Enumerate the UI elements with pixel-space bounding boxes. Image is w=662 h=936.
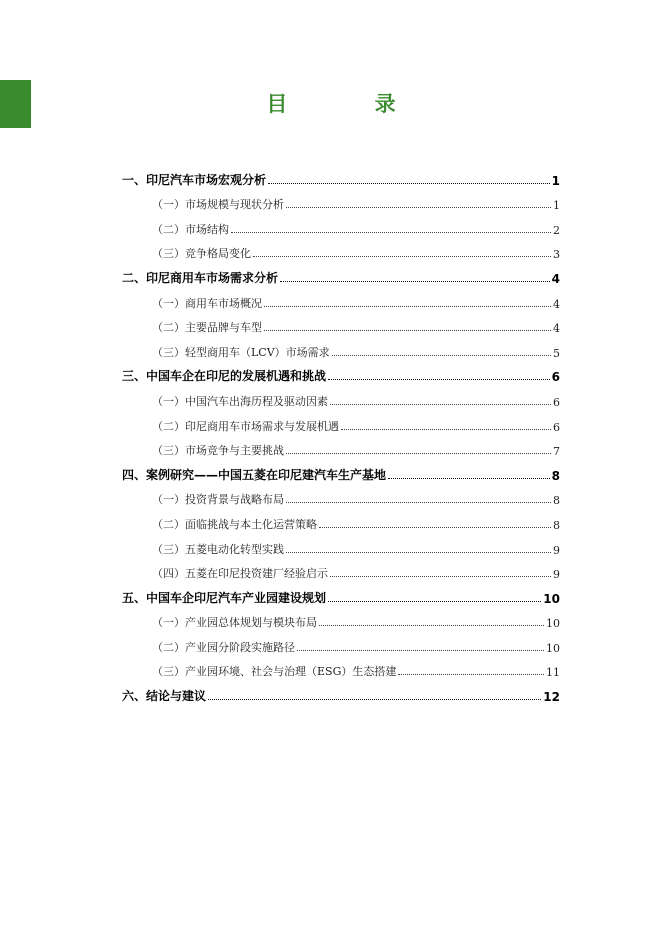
toc-dot-leader xyxy=(332,354,551,356)
toc-dot-leader xyxy=(398,673,544,675)
toc-entry-title: 六、结论与建议 xyxy=(122,689,207,704)
toc-section-entry[interactable] xyxy=(122,633,560,658)
toc-dot-leader xyxy=(264,329,551,331)
toc-page-number: 8 xyxy=(551,468,560,483)
toc-section-entry[interactable] xyxy=(122,560,560,585)
toc-dot-leader xyxy=(330,575,551,577)
toc-dot-leader xyxy=(253,255,551,257)
toc-dot-leader xyxy=(330,403,551,405)
toc-section-entry[interactable] xyxy=(122,314,560,339)
toc-page-number: 7 xyxy=(553,445,560,459)
toc-page-number: 10 xyxy=(546,617,560,631)
toc-entry-title: （二）市场结构 xyxy=(152,222,229,236)
toc-page-number: 10 xyxy=(546,641,560,655)
toc-page-number: 9 xyxy=(553,568,560,582)
toc-entry-title: （一）中国汽车出海历程及驱动因素 xyxy=(152,394,328,408)
toc-page-number: 6 xyxy=(551,370,560,385)
toc-dot-leader xyxy=(268,182,550,184)
toc-dot-leader xyxy=(280,280,550,282)
toc-chapter-entry[interactable] xyxy=(122,363,560,388)
toc-dot-leader xyxy=(297,649,544,651)
toc-section-entry[interactable] xyxy=(122,412,560,437)
toc-dot-leader xyxy=(286,551,551,553)
toc-page-number: 10 xyxy=(543,591,560,606)
toc-entry-title: 三、中国车企在印尼的发展机遇和挑战 xyxy=(122,369,327,384)
toc-entry-title: （三）市场竞争与主要挑战 xyxy=(152,444,284,458)
toc-page-number: 4 xyxy=(551,271,560,286)
toc-section-entry[interactable] xyxy=(122,658,560,683)
toc-dot-leader xyxy=(286,501,551,503)
toc-section-entry[interactable] xyxy=(122,191,560,216)
toc-entry-title: （二）主要品牌与车型 xyxy=(152,321,262,335)
toc-entry-title: （三）竞争格局变化 xyxy=(152,247,251,261)
toc-entry-title: （三）产业园环境、社会与治理（ESG）生态搭建 xyxy=(152,665,397,679)
toc-page-number: 12 xyxy=(543,690,560,705)
toc-entry-title: 二、印尼商用车市场需求分析 xyxy=(122,270,279,285)
toc-section-entry[interactable] xyxy=(122,437,560,462)
toc-dot-leader xyxy=(231,231,551,233)
toc-page-number: 6 xyxy=(553,395,560,409)
toc-chapter-entry[interactable] xyxy=(122,166,560,191)
page-title: 目 录 xyxy=(266,92,436,116)
toc-page-number: 1 xyxy=(553,199,560,213)
toc-page-number: 8 xyxy=(553,494,560,508)
toc-page-number: 4 xyxy=(553,297,560,311)
toc-page-number: 4 xyxy=(553,322,560,336)
toc-section-entry[interactable] xyxy=(122,609,560,634)
toc-page-number: 3 xyxy=(553,248,560,262)
toc-chapter-entry[interactable] xyxy=(122,264,560,289)
toc-dot-leader xyxy=(286,206,551,208)
toc-page-number: 6 xyxy=(553,420,560,434)
toc-chapter-entry[interactable] xyxy=(122,584,560,609)
toc-page-number: 2 xyxy=(553,223,560,237)
toc-chapter-entry[interactable] xyxy=(122,461,560,486)
toc-entry-title: 五、中国车企印尼汽车产业园建设规划 xyxy=(122,590,327,605)
toc-section-entry[interactable] xyxy=(122,240,560,265)
toc-dot-leader xyxy=(328,378,550,380)
toc-entry-title: （二）印尼商用车市场需求与发展机遇 xyxy=(152,419,339,433)
toc-dot-leader xyxy=(388,477,550,479)
toc-entry-title: （一）投资背景与战略布局 xyxy=(152,493,284,507)
toc-dot-leader xyxy=(328,600,541,602)
toc-section-entry[interactable] xyxy=(122,338,560,363)
toc-page-number: 11 xyxy=(546,666,560,680)
toc-section-entry[interactable] xyxy=(122,535,560,560)
toc-page-number: 1 xyxy=(551,173,560,188)
toc-section-entry[interactable] xyxy=(122,486,560,511)
toc-page-number: 9 xyxy=(553,543,560,557)
table-of-contents xyxy=(122,166,560,707)
toc-entry-title: （四）五菱在印尼投资建厂经验启示 xyxy=(152,567,328,581)
toc-page-number: 5 xyxy=(553,346,560,360)
toc-dot-leader xyxy=(319,526,551,528)
toc-section-entry[interactable] xyxy=(122,510,560,535)
toc-dot-leader xyxy=(264,305,551,307)
toc-entry-title: （一）商用车市场概况 xyxy=(152,296,262,310)
toc-entry-title: 一、印尼汽车市场宏观分析 xyxy=(122,172,267,187)
toc-section-entry[interactable] xyxy=(122,387,560,412)
toc-entry-title: （二）面临挑战与本土化运营策略 xyxy=(152,517,317,531)
toc-section-entry[interactable] xyxy=(122,289,560,314)
toc-dot-leader xyxy=(208,698,541,700)
toc-dot-leader xyxy=(319,624,544,626)
toc-entry-title: （一）市场规模与现状分析 xyxy=(152,198,284,212)
toc-chapter-entry[interactable] xyxy=(122,682,560,707)
toc-entry-title: （三）五菱电动化转型实践 xyxy=(152,542,284,556)
toc-entry-title: （一）产业园总体规划与模块布局 xyxy=(152,616,317,630)
toc-entry-title: （三）轻型商用车（LCV）市场需求 xyxy=(152,345,330,359)
toc-entry-title: （二）产业园分阶段实施路径 xyxy=(152,640,295,654)
toc-section-entry[interactable] xyxy=(122,215,560,240)
toc-dot-leader xyxy=(286,452,551,454)
toc-entry-title: 四、案例研究——中国五菱在印尼建汽车生产基地 xyxy=(122,467,387,482)
toc-dot-leader xyxy=(341,428,551,430)
toc-page-number: 8 xyxy=(553,518,560,532)
